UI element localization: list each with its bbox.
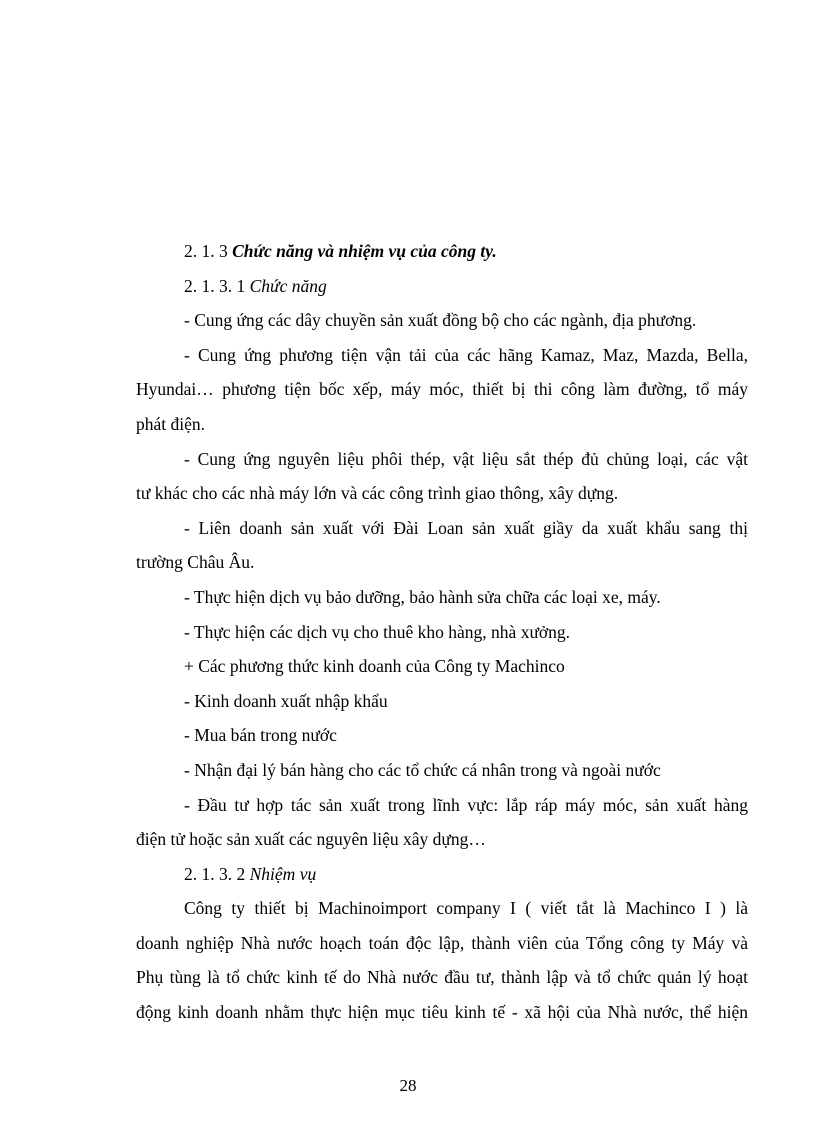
paragraph-line: - Liên doanh sản xuất với Đài Loan sản xuất giầy da xuất khẩu sang thị [184, 517, 748, 538]
paragraph-line: trường Châu Âu. [136, 552, 255, 573]
paragraph-line: điện tử hoặc sản xuất các nguyên liệu xây dựng… [136, 829, 486, 850]
paragraph: - Cung ứng các dây chuyền sản xuất đồng bộ cho các ngành, địa phương. [184, 310, 697, 331]
section-number: 2. 1. 3 [184, 241, 233, 261]
paragraph-line: Công ty thiết bị Machinoimport company I ( viết tắt là Machinco I ) là [184, 898, 748, 919]
paragraph-line: Hyundai… phương tiện bốc xếp, máy móc, thiết bị thi công làm đường, tổ máy [136, 379, 748, 400]
paragraph-line: - Cung ứng phương tiện vận tải của các hãng Kamaz, Maz, Mazda, Bella, [184, 344, 748, 365]
subsection-title: Chức năng [249, 275, 327, 296]
paragraph-line: Phụ tùng là tổ chức kinh tế do Nhà nước đầu tư, thành lập và tổ chức quản lý hoạt [136, 967, 748, 988]
paragraph: - Mua bán trong nước [184, 725, 337, 746]
paragraph: + Các phương thức kinh doanh của Công ty Machinco [184, 656, 565, 677]
page-number: 28 [399, 1076, 417, 1095]
paragraph-line: tư khác cho các nhà máy lớn và các công trình giao thông, xây dựng. [136, 483, 619, 504]
paragraph-line: - Cung ứng nguyên liệu phôi thép, vật liệu sắt thép đủ chủng loại, các vật [184, 448, 748, 469]
paragraph: - Nhận đại lý bán hàng cho các tổ chức cá nhân trong và ngoài nước [184, 759, 661, 780]
paragraph: - Thực hiện các dịch vụ cho thuê kho hàng, nhà xưởng. [184, 621, 571, 642]
paragraph-line: phát điện. [136, 413, 206, 434]
paragraph: - Thực hiện dịch vụ bảo dưỡng, bảo hành sửa chữa các loại xe, máy. [184, 586, 661, 607]
page-body [136, 234, 748, 1030]
subsection-number: 2. 1. 3. 1 [184, 275, 250, 296]
subsection-number: 2. 1. 3. 2 [184, 863, 250, 884]
paragraph-line: - Đầu tư hợp tác sản xuất trong lĩnh vực: lắp ráp máy móc, sản xuất hàng [184, 794, 748, 815]
paragraph-line: doanh nghiệp Nhà nước hoạch toán độc lập, thành viên của Tổng công ty Máy và [136, 932, 748, 953]
subsection-heading-duties [136, 857, 748, 892]
section-heading [136, 234, 748, 269]
section-title: Chức năng và nhiệm vụ của công ty. [232, 241, 497, 261]
paragraph: - Kinh doanh xuất nhập khẩu [184, 690, 388, 711]
paragraph-line: động kinh doanh nhằm thực hiện mục tiêu kinh tế - xã hội của Nhà nước, thể hiện [136, 1002, 748, 1023]
subsection-heading-functions [136, 269, 748, 304]
subsection-title: Nhiệm vụ [249, 863, 317, 884]
